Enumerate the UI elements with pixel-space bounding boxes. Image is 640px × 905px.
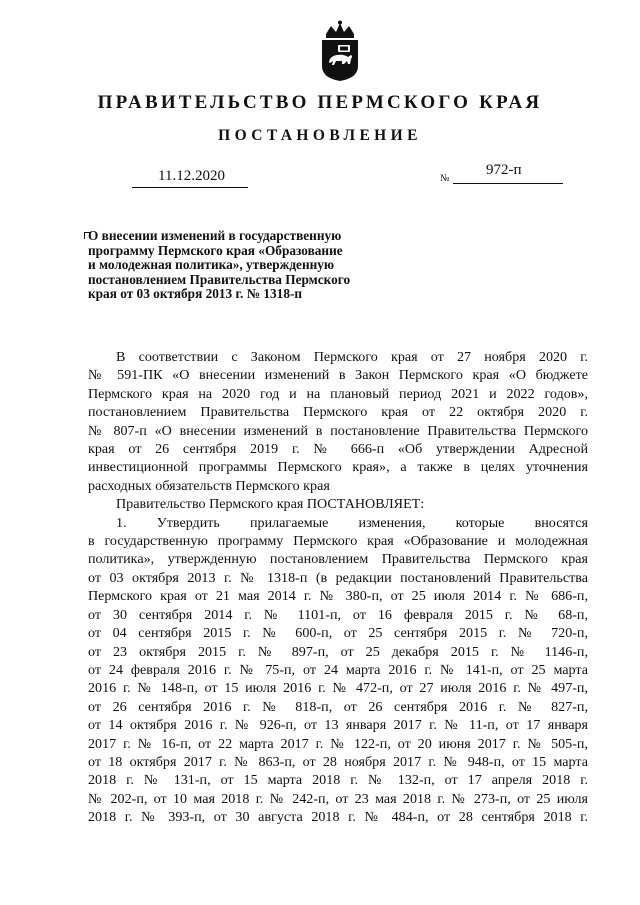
body-line: 2018 г. № 393-п, от 30 августа 2018 г. № 484-п, от 28 сентября 2018 г. [88,809,588,826]
subject-line: О внесении изменений в государственную [88,228,342,243]
body-line: края от 26 сентября 2019 г. № 666-п «Об утверждении Адресной [88,441,588,458]
number-sign: № [440,173,450,184]
body-line: политика», утвержденную постановлением Правительства Пермского края [88,551,588,568]
subject-line: программу Пермского края «Образование [88,242,343,258]
document-subject [88,229,398,302]
body-line: от 18 октября 2017 г. № 863-п, от 28 ноября 2017 г. № 948-п, от 15 марта [88,753,588,770]
document-body [88,348,588,827]
body-line: от 23 октября 2015 г. № 897-п, от 25 декабря 2015 г. № 1146-п, [88,643,588,660]
body-line: № 591-ПК «О внесении изменений в Закон Пермского края «О бюджете [88,367,588,384]
body-line: от 03 октября 2013 г. № 1318-п (в редакции постановлений Правительства [88,569,588,586]
body-line: от 30 сентября 2014 г. № 1101-п, от 16 февраля 2015 г. № 68-п, [88,606,588,623]
body-line: В соответствии с Законом Пермского края от 27 ноября 2020 г. [116,349,588,365]
body-line: 2017 г. № 16-п, от 22 марта 2017 г. № 122-п, от 20 июня 2017 г. № 505-п, [88,735,588,752]
body-line: расходных обязательств Пермского края [88,477,330,494]
body-line: от 26 сентября 2016 г. № 818-п, от 26 сентября 2016 г. № 827-п, [88,698,588,715]
perm-krai-coat-of-arms [318,20,362,82]
body-line: 1. Утвердить прилагаемые изменения, которые вносятся [116,514,588,531]
body-line: 2018 г. № 131-п, от 15 марта 2018 г. № 132-п, от 17 апреля 2018 г. [88,772,588,789]
body-line: Пермского края на 2020 год и на плановый период 2021 и 2022 годов», [88,385,588,402]
body-line: от 14 октября 2016 г. № 926-п, от 13 января 2017 г. № 11-п, от 17 января [88,717,588,734]
body-line: постановлением Правительства Пермского края от 22 октября 2020 г. [88,404,588,421]
body-line: № 807-п «О внесении изменений в постановление Правительства Пермского [88,422,588,439]
body-line: от 04 сентября 2015 г. № 600-п, от 25 сентября 2015 г. № 720-п, [88,625,588,642]
document-type: ПОСТАНОВЛЕНИЕ [218,127,422,144]
body-line: в государственную программу Пермского края «Образование и молодежная [88,533,588,550]
body-line: Пермского края от 21 мая 2014 г. № 380-п, от 25 июля 2014 г. № 686-п, [88,588,588,605]
government-title: ПРАВИТЕЛЬСТВО ПЕРМСКОГО КРАЯ [97,92,543,113]
subject-line: постановлением Правительства Пермского [88,271,351,287]
body-line: Правительство Пермского края ПОСТАНОВЛЯЕТ: [116,496,425,513]
subject-line: края от 03 октября 2013 г. № 1318-п [88,286,303,301]
subject-line: и молодежная политика», утвержденную [88,257,335,272]
body-line: № 202-п, от 10 мая 2018 г. № 242-п, от 23 мая 2018 г. № 273-п, от 25 июля [88,790,588,807]
body-line: 2016 г. № 148-п, от 15 июля 2016 г. № 472-п, от 27 июля 2016 г. № 497-п, [88,680,588,697]
body-line: инвестиционной программы Пермского края», а также в целях уточнения [88,459,588,476]
document-date: 11.12.2020 [158,168,225,184]
body-line: от 24 февраля 2016 г. № 75-п, от 24 марта 2016 г. № 141-п, от 25 марта [88,661,588,678]
document-number: 972-п [486,162,522,178]
